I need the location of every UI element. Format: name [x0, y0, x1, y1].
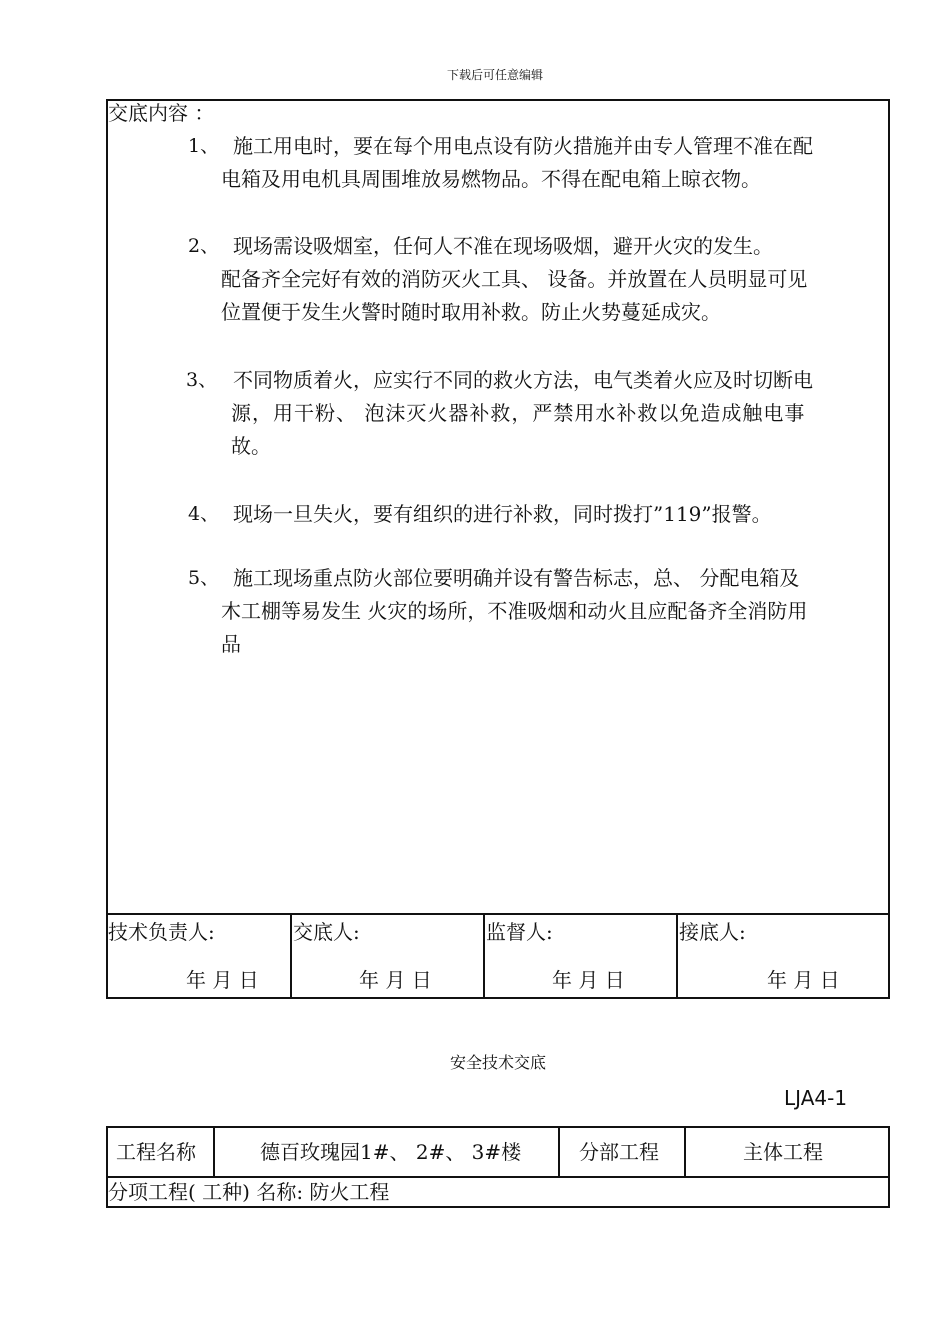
item-1-number: 1、	[188, 135, 220, 157]
project-name-label: 工程名称	[116, 1140, 196, 1164]
header-note: 下载后可任意编辑	[446, 68, 543, 82]
sig-supervisor-label: 监督人:	[486, 920, 553, 944]
sig-discloser-date: 年 月 日	[359, 968, 432, 992]
sig-supervisor-date: 年 月 日	[552, 968, 625, 992]
sig-col-divider-3	[676, 913, 678, 999]
section2-code: LJA4-1	[784, 1086, 848, 1110]
sig-tech-lead-date: 年 月 日	[186, 968, 259, 992]
item-2-line-3: 位置便于发生火警时随时取用补救。防止火势蔓延成灾。	[221, 300, 721, 324]
item-3-line-1: 不同物质着火，应实行不同的救火方法，电气类着火应及时切断电	[233, 368, 813, 392]
item-5-line-2: 木工棚等易发生 火灾的场所，不准吸烟和动火且应配备齐全消防用	[221, 599, 808, 623]
sig-receiver-label: 接底人:	[679, 920, 746, 944]
division-label: 分部工程	[579, 1140, 659, 1164]
item-3-line-2: 源，用干粉、 泡沫灭火器补救，严禁用水补救以免造成触电事	[231, 401, 806, 425]
item-5-line-3: 品	[221, 632, 241, 656]
item-2-line-2: 配备齐全完好有效的消防灭火工具、 设备。并放置在人员明显可见	[221, 267, 808, 291]
sig-col-divider-1	[290, 913, 292, 999]
section2-title: 安全技术交底	[449, 1053, 546, 1072]
item-2-line-1: 现场需设吸烟室，任何人不准在现场吸烟，避开火灾的发生。	[233, 234, 773, 258]
sig-discloser-label: 交底人:	[293, 920, 360, 944]
item-1-line-1: 施工用电时，要在每个用电点设有防火措施并由专人管理不准在配	[233, 134, 813, 158]
item-4-line-1: 现场一旦失火，要有组织的进行补救，同时拨打”119”报警。	[233, 502, 772, 526]
item-3-line-3: 故。	[231, 434, 271, 458]
project-col-divider-2	[558, 1126, 560, 1177]
sig-receiver-date: 年 月 日	[767, 968, 840, 992]
item-3-number: 3、	[186, 369, 218, 391]
sig-tech-lead-label: 技术负责人:	[108, 920, 215, 944]
item-4-number: 4、	[188, 503, 220, 525]
division-value: 主体工程	[743, 1140, 823, 1164]
item-5-number: 5、	[188, 567, 220, 589]
item-2-number: 2、	[188, 235, 220, 257]
signature-divider	[106, 913, 890, 915]
subitem-name: 分项工程( 工种) 名称: 防火工程	[108, 1180, 390, 1204]
project-col-divider-1	[213, 1126, 215, 1177]
project-name-value: 德百玫瑰园1#、 2#、 3#楼	[260, 1140, 522, 1164]
item-5-line-1: 施工现场重点防火部位要明确并设有警告标志，总、 分配电箱及	[233, 566, 800, 590]
sig-col-divider-2	[483, 913, 485, 999]
content-label: 交底内容 ：	[108, 101, 215, 125]
project-col-divider-3	[684, 1126, 686, 1177]
item-1-line-2: 电箱及用电机具周围堆放易燃物品。不得在配电箱上晾衣物。	[221, 167, 761, 191]
